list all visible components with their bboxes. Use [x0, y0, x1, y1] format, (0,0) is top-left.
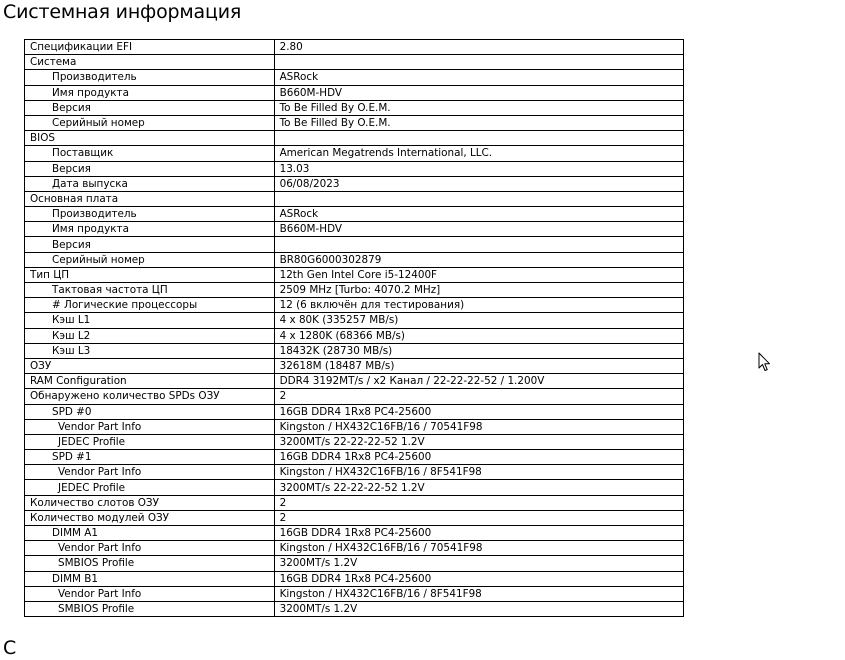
table-row — [25, 480, 684, 495]
row-value: To Be Filled By O.E.M. — [274, 100, 683, 115]
row-label: Версия — [25, 161, 275, 176]
table-row — [25, 465, 684, 480]
row-value: Kingston / HX432C16FB/16 / 8F541F98 — [274, 586, 683, 601]
table-row — [25, 146, 684, 161]
mouse-pointer-icon — [758, 352, 772, 376]
row-value: 16GB DDR4 1Rx8 PC4-25600 — [274, 404, 683, 419]
row-label: Тактовая частота ЦП — [25, 283, 275, 298]
table-row — [25, 115, 684, 130]
row-label: SMBIOS Profile — [25, 601, 275, 616]
next-section-title: С — [3, 637, 17, 659]
row-value — [274, 131, 683, 146]
row-value: 2.80 — [274, 40, 683, 55]
table-row — [25, 450, 684, 465]
table-row — [25, 191, 684, 206]
row-value: 18432K (28730 MB/s) — [274, 343, 683, 358]
table-row — [25, 85, 684, 100]
row-value: 32618M (18487 MB/s) — [274, 358, 683, 373]
table-row — [25, 283, 684, 298]
row-value: 3200MT/s 1.2V — [274, 556, 683, 571]
row-label: DIMM A1 — [25, 526, 275, 541]
table-row — [25, 404, 684, 419]
row-value: 2 — [274, 389, 683, 404]
table-row — [25, 252, 684, 267]
row-label: RAM Configuration — [25, 374, 275, 389]
row-label: Имя продукта — [25, 85, 275, 100]
table-row — [25, 510, 684, 525]
table-row — [25, 419, 684, 434]
row-value: 3200MT/s 1.2V — [274, 601, 683, 616]
row-label: Vendor Part Info — [25, 465, 275, 480]
table-row — [25, 343, 684, 358]
row-label: Версия — [25, 100, 275, 115]
system-info-table — [24, 39, 684, 617]
table-row — [25, 495, 684, 510]
table-row — [25, 586, 684, 601]
table-row — [25, 556, 684, 571]
table-row — [25, 313, 684, 328]
row-label: Основная плата — [25, 191, 275, 206]
row-value: B660M-HDV — [274, 85, 683, 100]
row-label: JEDEC Profile — [25, 434, 275, 449]
table-row — [25, 358, 684, 373]
table-row — [25, 55, 684, 70]
table-row — [25, 131, 684, 146]
row-value: To Be Filled By O.E.M. — [274, 115, 683, 130]
table-row — [25, 328, 684, 343]
system-info-table-body — [25, 40, 684, 617]
row-label: Производитель — [25, 207, 275, 222]
row-value: 16GB DDR4 1Rx8 PC4-25600 — [274, 526, 683, 541]
row-label: Vendor Part Info — [25, 541, 275, 556]
row-value: BR80G6000302879 — [274, 252, 683, 267]
row-value: 4 x 80K (335257 MB/s) — [274, 313, 683, 328]
row-label: Серийный номер — [25, 115, 275, 130]
table-row — [25, 601, 684, 616]
row-value: 2509 MHz [Turbo: 4070.2 MHz] — [274, 283, 683, 298]
row-label: Имя продукта — [25, 222, 275, 237]
row-value: 16GB DDR4 1Rx8 PC4-25600 — [274, 450, 683, 465]
row-label: SPD #1 — [25, 450, 275, 465]
row-value — [274, 237, 683, 252]
row-value: ASRock — [274, 207, 683, 222]
row-value: Kingston / HX432C16FB/16 / 70541F98 — [274, 419, 683, 434]
row-value: 06/08/2023 — [274, 176, 683, 191]
row-label: Vendor Part Info — [25, 419, 275, 434]
row-value: 2 — [274, 510, 683, 525]
table-row — [25, 526, 684, 541]
row-value: 13.03 — [274, 161, 683, 176]
row-value: DDR4 3192MT/s / x2 Канал / 22-22-22-52 / 1.200V — [274, 374, 683, 389]
row-label: ОЗУ — [25, 358, 275, 373]
table-row — [25, 434, 684, 449]
row-label: SMBIOS Profile — [25, 556, 275, 571]
row-value — [274, 55, 683, 70]
row-value: 12 (6 включён для тестирования) — [274, 298, 683, 313]
table-row — [25, 267, 684, 282]
table-row — [25, 374, 684, 389]
table-row — [25, 222, 684, 237]
row-value: 16GB DDR4 1Rx8 PC4-25600 — [274, 571, 683, 586]
row-label: SPD #0 — [25, 404, 275, 419]
table-row — [25, 207, 684, 222]
row-label: Кэш L2 — [25, 328, 275, 343]
page-title: Системная информация — [3, 1, 242, 23]
row-label: Версия — [25, 237, 275, 252]
table-row — [25, 541, 684, 556]
row-label: Система — [25, 55, 275, 70]
table-row — [25, 176, 684, 191]
row-label: Производитель — [25, 70, 275, 85]
row-value: 12th Gen Intel Core i5-12400F — [274, 267, 683, 282]
table-row — [25, 161, 684, 176]
table-row — [25, 298, 684, 313]
row-label: # Логические процессоры — [25, 298, 275, 313]
row-label: DIMM B1 — [25, 571, 275, 586]
row-value: 3200MT/s 22-22-22-52 1.2V — [274, 480, 683, 495]
row-label: Дата выпуска — [25, 176, 275, 191]
table-row — [25, 70, 684, 85]
row-value: ASRock — [274, 70, 683, 85]
row-label: JEDEC Profile — [25, 480, 275, 495]
row-value: 3200MT/s 22-22-22-52 1.2V — [274, 434, 683, 449]
table-row — [25, 237, 684, 252]
row-value: Kingston / HX432C16FB/16 / 8F541F98 — [274, 465, 683, 480]
row-label: Серийный номер — [25, 252, 275, 267]
table-row — [25, 571, 684, 586]
row-label: Тип ЦП — [25, 267, 275, 282]
row-label: Vendor Part Info — [25, 586, 275, 601]
table-row — [25, 100, 684, 115]
row-label: BIOS — [25, 131, 275, 146]
row-value: 2 — [274, 495, 683, 510]
row-value: B660M-HDV — [274, 222, 683, 237]
row-value — [274, 191, 683, 206]
row-label: Кэш L1 — [25, 313, 275, 328]
row-label: Поставщик — [25, 146, 275, 161]
row-label: Обнаружено количество SPDs ОЗУ — [25, 389, 275, 404]
table-row — [25, 40, 684, 55]
row-label: Количество модулей ОЗУ — [25, 510, 275, 525]
row-value: 4 x 1280K (68366 MB/s) — [274, 328, 683, 343]
row-label: Спецификации EFI — [25, 40, 275, 55]
row-label: Кэш L3 — [25, 343, 275, 358]
row-label: Количество слотов ОЗУ — [25, 495, 275, 510]
row-value: American Megatrends International, LLC. — [274, 146, 683, 161]
table-row — [25, 389, 684, 404]
row-value: Kingston / HX432C16FB/16 / 70541F98 — [274, 541, 683, 556]
